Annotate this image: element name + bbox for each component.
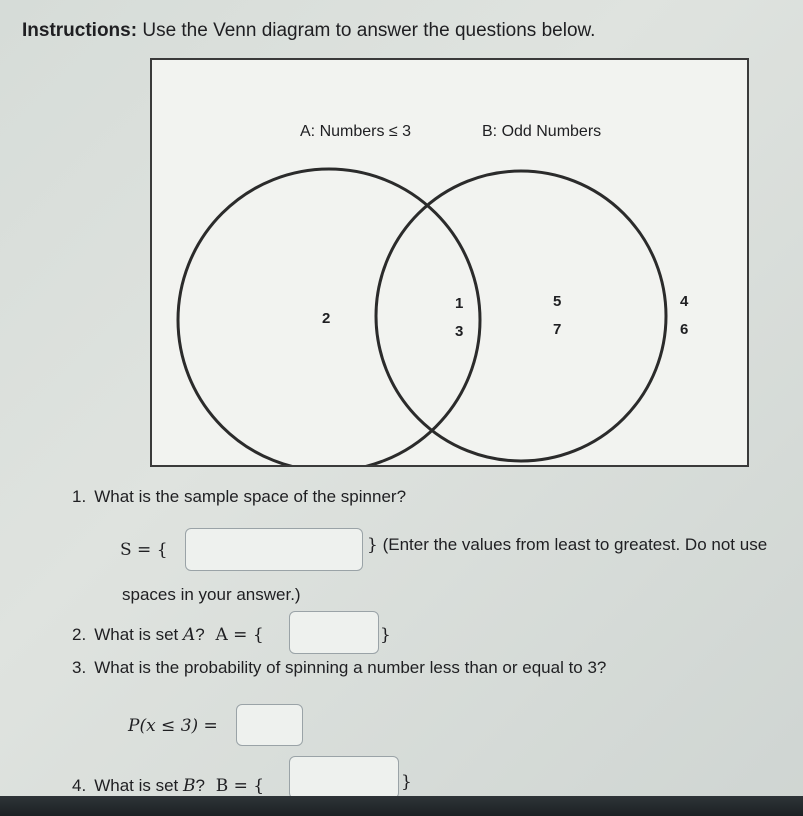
question-3: [72, 658, 606, 678]
q1-note: (Enter the values from least to greatest. Do not use: [382, 535, 768, 554]
q2-lhs: A = {: [215, 625, 264, 645]
q1-note2: spaces in your answer.): [122, 585, 301, 604]
question-4-text2: ?: [195, 776, 205, 795]
venn-value-only-a-1: 2: [322, 310, 331, 327]
venn-value-both-2: 3: [455, 323, 464, 340]
question-2-number: 2.: [72, 625, 87, 644]
question-1-text: What is the sample space of the spinner?: [94, 487, 407, 506]
q1-rhs-brace: }: [367, 535, 378, 555]
question-3-number: 3.: [72, 658, 87, 677]
venn-value-both-1: 1: [455, 295, 464, 312]
q1-lhs-text: S = {: [120, 540, 168, 560]
question-2-var: A: [183, 625, 196, 645]
venn-value-only-b-2: 7: [553, 321, 562, 338]
q2-answer-input[interactable]: [289, 611, 379, 654]
question-4: [72, 776, 264, 796]
set-b-circle: [376, 171, 666, 461]
q4-lhs: B = {: [215, 776, 265, 796]
q2-rhs: }: [380, 625, 391, 645]
q1-rhs: [367, 535, 767, 555]
q1-note-line2: [122, 585, 301, 605]
question-2-text: What is set: [94, 625, 183, 644]
bottom-bar: [0, 796, 803, 816]
set-a-label: A: Numbers ≤ 3: [300, 123, 412, 140]
venn-value-only-b-1: 5: [553, 293, 562, 310]
q4-answer-input[interactable]: [289, 756, 399, 799]
question-4-text: What is set: [94, 776, 183, 795]
question-3-text: What is the probability of spinning a number less than or equal to 3?: [94, 658, 607, 677]
venn-svg: [152, 60, 747, 465]
question-1: [72, 487, 406, 507]
question-2: [72, 625, 264, 645]
q4-rhs: }: [401, 772, 412, 792]
question-4-number: 4.: [72, 776, 87, 795]
q3-lhs: P(x ≤ 3) =: [128, 716, 218, 736]
q1-lhs: [120, 540, 168, 560]
instructions-label: Instructions:: [22, 20, 138, 41]
question-2-text2: ?: [195, 625, 205, 644]
set-b-label: B: Odd Numbers: [482, 123, 602, 140]
venn-value-outside-1: 4: [680, 293, 689, 310]
q3-answer-input[interactable]: [236, 704, 303, 746]
venn-value-outside-2: 6: [680, 321, 689, 338]
question-1-number: 1.: [72, 487, 87, 506]
question-4-var: B: [183, 776, 196, 796]
instructions-body: Use the Venn diagram to answer the questions below.: [137, 20, 596, 41]
venn-diagram: [150, 58, 749, 467]
q1-answer-input[interactable]: [185, 528, 363, 571]
instructions-text: [22, 20, 595, 42]
